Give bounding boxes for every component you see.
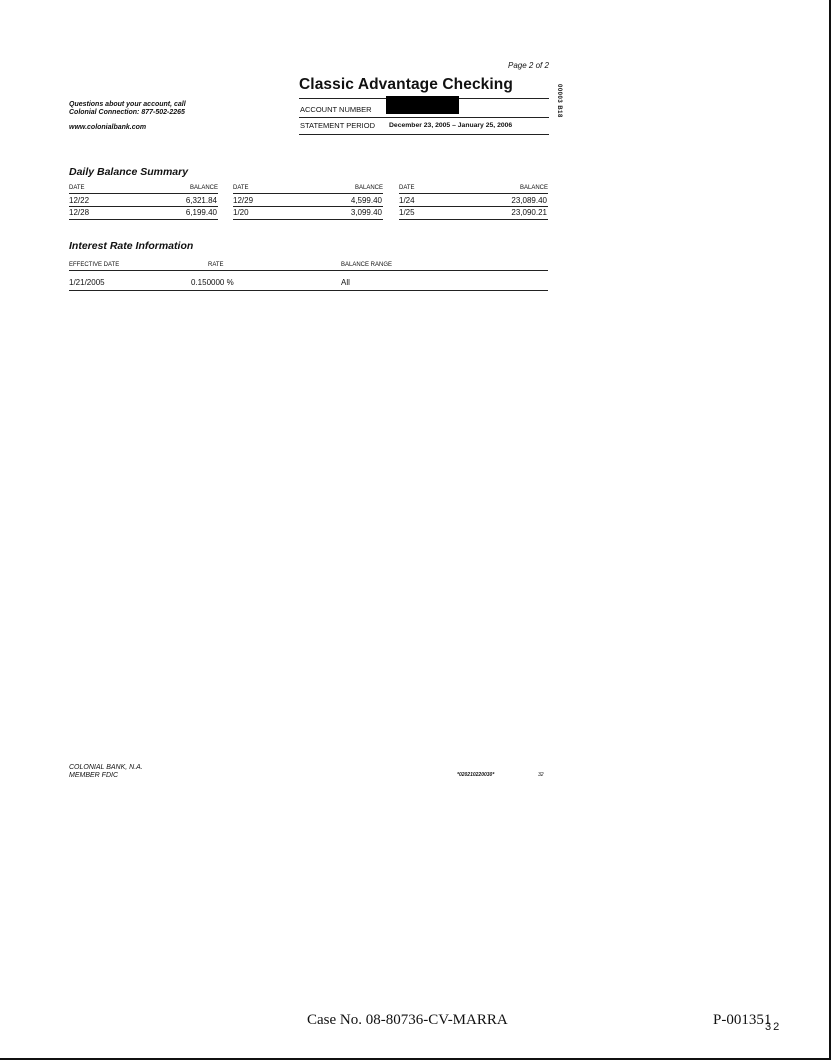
interest-bottom-rule: [69, 290, 548, 291]
statement-title: Classic Advantage Checking: [299, 76, 513, 93]
bank-name: COLONIAL BANK, N.A.: [69, 764, 143, 771]
column-2-bottom-rule: [233, 219, 383, 220]
account-number-label: ACCOUNT NUMBER: [300, 105, 372, 114]
account-number-redaction: [386, 96, 459, 114]
column-2-row-2-balance: 3,099.40: [350, 208, 382, 217]
balance-range-header: BALANCE RANGE: [341, 262, 393, 268]
date-header-3: DATE: [399, 185, 415, 191]
column-3-header-rule: [399, 193, 548, 194]
period-divider: [299, 134, 549, 135]
column-1-row-1-balance: 6,321.84: [185, 196, 217, 205]
column-2-header-rule: [233, 193, 383, 194]
interest-header-rule: [69, 270, 548, 271]
contact-line-2: Colonial Connection: 877-502-2265: [69, 109, 185, 116]
column-3-row-2-balance: 23,090.21: [511, 208, 547, 217]
contact-line-1: Questions about your account, call: [69, 101, 186, 108]
balance-header-3: BALANCE: [519, 185, 548, 191]
rate-header: RATE: [208, 262, 224, 268]
column-3-row-rule: [399, 206, 548, 207]
balance-header-1: BALANCE: [189, 185, 218, 191]
date-header-2: DATE: [233, 185, 249, 191]
column-3-row-1-date: 1/24: [399, 196, 415, 205]
daily-balance-title: Daily Balance Summary: [69, 166, 189, 178]
interest-rate-title: Interest Rate Information: [69, 240, 194, 252]
interest-effective-date: 1/21/2005: [69, 278, 105, 287]
column-2-row-2-date: 1/20: [233, 208, 249, 217]
column-1-header-rule: [69, 193, 218, 194]
sequence-number: 32: [538, 772, 544, 778]
column-3-row-2-date: 1/25: [399, 208, 415, 217]
column-1-row-rule: [69, 206, 218, 207]
member-fdic: MEMBER FDIC: [69, 772, 118, 779]
column-1-row-1-date: 12/22: [69, 196, 90, 205]
column-1-bottom-rule: [69, 219, 218, 220]
bank-footer: [69, 764, 143, 780]
column-2-row-rule: [233, 206, 383, 207]
column-3-bottom-rule: [399, 219, 548, 220]
account-divider: [299, 117, 549, 118]
column-2-row-1-date: 12/29: [233, 196, 254, 205]
bates-number: P-001351: [713, 1012, 772, 1028]
date-header-1: DATE: [69, 185, 85, 191]
statement-period-value: December 23, 2005 – January 25, 2006: [389, 122, 513, 129]
page-tag: 32: [765, 1021, 782, 1033]
side-code: 00003 B18: [556, 84, 562, 118]
column-3-row-1-balance: 23,089.40: [511, 196, 547, 205]
effective-date-header: EFFECTIVE DATE: [69, 262, 120, 268]
statement-period-label: STATEMENT PERIOD: [300, 121, 376, 130]
balance-header-2: BALANCE: [354, 185, 383, 191]
contact-info: [69, 101, 186, 117]
column-2-row-1-balance: 4,599.40: [350, 196, 382, 205]
interest-balance-range: All: [341, 278, 350, 287]
interest-rate-value: 0.150000 %: [191, 278, 234, 287]
column-1-row-2-date: 12/28: [69, 208, 90, 217]
case-number: Case No. 08-80736-CV-MARRA: [307, 1012, 508, 1028]
bank-website: www.colonialbank.com: [69, 124, 147, 131]
page-indicator: Page 2 of 2: [508, 61, 549, 70]
barcode-number: *020210220030*: [457, 772, 495, 778]
column-1-row-2-balance: 6,199.40: [185, 208, 217, 217]
